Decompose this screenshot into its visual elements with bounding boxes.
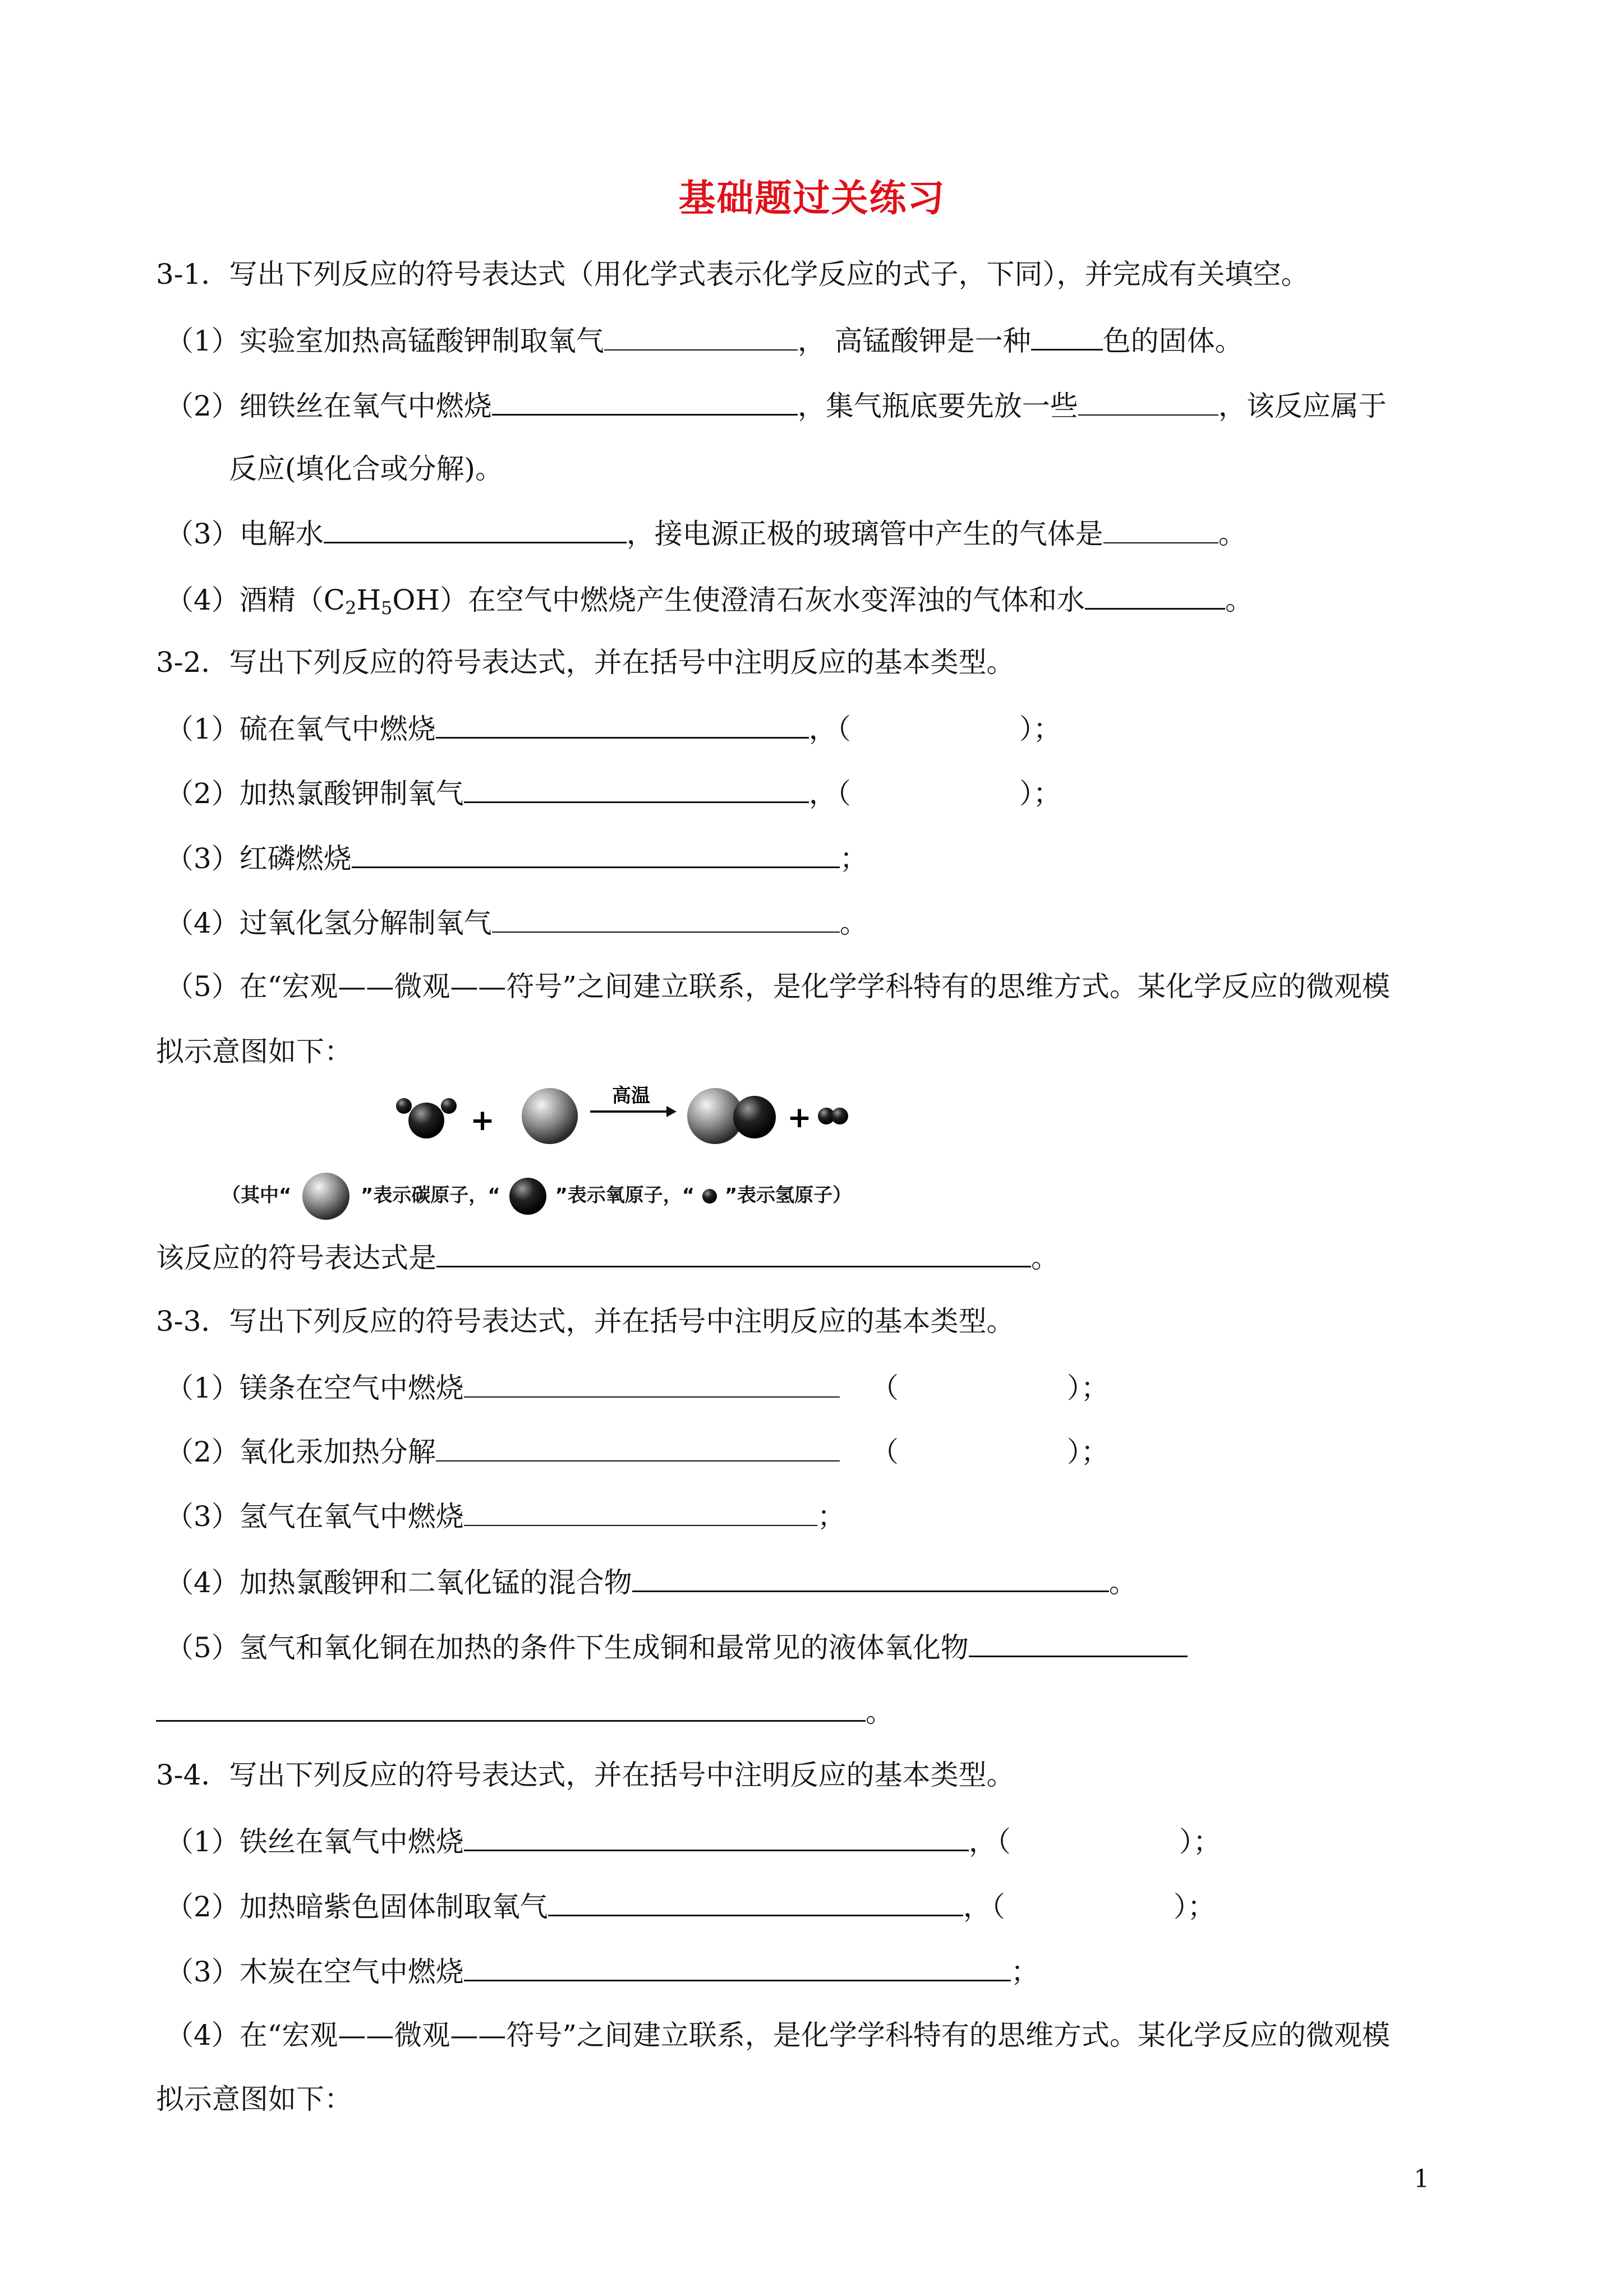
q3-2-answer: 该反应的符号表达式是 。 [156,1242,1059,1274]
q3-3-stem: 3-3．写出下列反应的符号表达式，并在括号中注明反应的基本类型。 [156,1305,1015,1338]
answer-blank[interactable] [1103,519,1218,543]
plus-sign: + [787,1101,812,1135]
q3-1-item-3: （3）电解水 ，接电源正极的玻璃管中产生的气体是 。 [165,518,1246,550]
q3-4-item-2: （2）加热暗紫色固体制取氧气 ，（ ）； [165,1891,1216,1923]
oxygen-atom-icon [507,1175,549,1217]
q3-2-item-5: （5）在“宏观——微观——符号”之间建立联系，是化学学科特有的思维方式。某化学反应的微观模 [165,970,1390,1003]
q3-3-item-2: （2）氧化汞加热分解 （ ）； [165,1436,1109,1468]
q3-2-item-2: （2）加热氯酸钾制氧气 ，（ ）； [165,777,1061,810]
q3-4-stem: 3-4．写出下列反应的符号表达式，并在括号中注明反应的基本类型。 [156,1759,1015,1791]
carbon-atom-icon [298,1171,354,1221]
answer-blank[interactable] [1085,584,1225,610]
answer-blank[interactable] [969,1632,1188,1657]
q3-2-item-1: （1）硫在氧气中燃烧 ，（ ）； [165,713,1061,745]
answer-blank[interactable] [464,1373,840,1398]
answer-blank[interactable] [492,390,798,416]
q3-3-item-3: （3）氢气在氧气中燃烧 ； [165,1500,845,1533]
q3-1-item-1: （1）实验室加热高锰酸钾制取氧气 ， 高锰酸钾是一种 色的固体。 [165,325,1243,357]
q3-2-item-3: （3）红磷燃烧 ； [165,842,868,875]
answer-blank[interactable] [436,713,809,739]
reaction-diagram [387,1077,853,1155]
q3-4-item-3: （3）木炭在空气中燃烧 ； [165,1956,1039,1988]
hydrogen-molecule [818,1108,848,1124]
page-number: 1 [1414,2165,1429,2193]
carbon-monoxide-molecule [687,1088,776,1144]
answer-blank[interactable] [436,1242,1031,1267]
answer-blank[interactable] [464,1501,817,1526]
answer-blank[interactable] [464,1826,969,1851]
q3-4-item-4-cont: 拟示意图如下： [156,2083,352,2115]
answer-blank[interactable] [548,1891,963,1916]
answer-blank[interactable] [436,1437,840,1461]
answer-blank[interactable] [464,1956,1011,1981]
hydrogen-atom-icon [701,1188,718,1205]
diagram-legend: （其中“ ”表示碳原子，“ ”表示氧原子，“ ”表示氢原子） [222,1171,852,1221]
carbon-atom [522,1088,578,1144]
answer-blank[interactable] [604,326,798,351]
answer-blank[interactable] [324,518,627,543]
q3-2-stem: 3-2．写出下列反应的符号表达式，并在括号中注明反应的基本类型。 [156,646,1015,679]
q3-3-item-5-cont: 。 [156,1696,894,1726]
answer-blank[interactable] [464,778,809,803]
page-title: 基础题过关练习 [678,177,946,220]
q3-1-stem: 3-1．写出下列反应的符号表达式（用化学式表示化学反应的式子，下同），并完成有关填空。 [156,258,1309,291]
plus-sign: + [470,1104,495,1137]
answer-blank[interactable] [1078,391,1218,416]
answer-blank[interactable] [632,1567,1109,1592]
water-molecule [396,1098,457,1138]
q3-2-item-5-cont: 拟示意图如下： [156,1035,352,1068]
answer-blank[interactable] [156,1696,866,1722]
q3-1-item-2: （2）细铁丝在氧气中燃烧 ，集气瓶底要先放一些 ，该反应属于 [165,390,1387,422]
answer-blank[interactable] [352,843,840,868]
q3-3-item-1: （1）镁条在空气中燃烧 （ ）； [165,1372,1109,1404]
q3-3-item-4: （4）加热氯酸钾和二氧化锰的混合物 。 [165,1566,1137,1599]
q3-1-item-2-cont: 反应(填化合或分解)。 [229,453,504,485]
q3-1-item-4: （4）酒精$(C_2H_5OH)$在空气中燃烧产生使澄清石灰水变浑浊的气体和水 。 [165,584,1253,619]
answer-blank[interactable] [492,908,840,933]
q3-4-item-4: （4）在“宏观——微观——符号”之间建立联系，是化学学科特有的思维方式。某化学反应的微观模 [165,2019,1390,2051]
answer-blank[interactable] [1031,325,1103,351]
reaction-condition: 高温 [612,1085,650,1107]
q3-4-item-1: （1）铁丝在氧气中燃烧 ，（ ）； [165,1825,1221,1858]
q3-3-item-5: （5）氢气和氧化铜在加热的条件下生成铜和最常见的液体氧化物 [165,1632,1188,1662]
q3-2-item-4: （4）过氧化氢分解制氧气 。 [165,907,868,939]
reaction-arrow [590,1106,677,1117]
